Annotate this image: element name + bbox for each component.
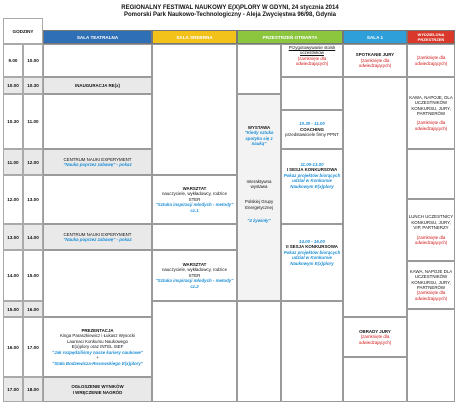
srebrna-empty	[152, 44, 237, 175]
przestrzen-sesja-2	[281, 224, 343, 301]
centrum-subtitle: "Nauka poprzez zabawę" - pokaz	[63, 162, 132, 167]
warsztat-line: STER	[188, 272, 201, 278]
przestrzen-empty	[281, 77, 343, 110]
time-start: 16.00	[3, 317, 23, 377]
teatralna-inauguracja	[43, 77, 152, 94]
header-wydzielona-przestrzen: WYDZIELONA PRZESTRZEŃ	[407, 30, 455, 44]
centrum-title: CENTRUM NAUKI EXPERYMENT	[63, 231, 132, 237]
przestrzen-stoiska	[281, 44, 343, 77]
time-start: 14.00	[3, 250, 23, 301]
time-start: 12.00	[3, 175, 23, 224]
closed-note: (zamknięte dla odwiedzających)	[414, 120, 448, 131]
warsztat-line: "Sztuka inspiracji młodych - metody" cz.1	[155, 202, 234, 213]
wydzielona-closed	[407, 44, 455, 77]
time-end: 17.00	[23, 317, 43, 377]
sala1-empty	[343, 357, 407, 402]
time-start: 13.00	[3, 224, 23, 250]
interaktywna-line: wystawa	[250, 184, 268, 190]
teatralna-empty	[43, 250, 152, 317]
srebrna-warsztat-1	[152, 175, 237, 224]
header-sala-srebrna: SALA SREBRNA	[152, 30, 237, 44]
time-start: 9.00	[3, 44, 23, 77]
warsztat-line: STER	[188, 196, 201, 202]
prezentacja-line: Kinga Paraszkiewicz i Łukasz Wysocki	[59, 333, 136, 339]
warsztat-title: WARSZTAT	[182, 261, 207, 267]
teatralna-centrum-1	[43, 149, 152, 175]
sesja-time: 14.00 - 16.00	[299, 239, 325, 244]
festival-title: REGIONALNY FESTIWAL NAUKOWY E(X)PLORY W GDYNI, 24 stycznia 2014	[121, 5, 339, 11]
closed-note: (zamknięte dla odwiedzających)	[358, 57, 392, 69]
przestrzen-coaching	[281, 110, 343, 149]
centrum-title: CENTRUM NAUKI EXPERYMENT	[63, 156, 132, 162]
time-end: 10.30	[23, 77, 43, 94]
warsztat-line: nauczyciele, wykładowcy, rodzice	[161, 267, 228, 273]
time-end: 14.00	[23, 224, 43, 250]
teatralna-empty	[43, 175, 152, 224]
teatralna-centrum-2	[43, 224, 152, 250]
closed-note: (zamknięte dla odwiedzających)	[414, 290, 448, 301]
sesja-subtitle: Pokaz projektów biorących udział w Konkursie Naukowym E(x)plory	[283, 249, 341, 266]
prezentacja-title: PREZENTACJA	[81, 328, 114, 334]
ogloszenie-line: I WRĘCZENIE NAGRÓD	[72, 389, 123, 395]
wydzielona-kawa-1	[407, 77, 455, 149]
teatralna-empty	[43, 44, 152, 77]
prezentacja-line: "Jak rozpędziliśmy nasze kariery naukowe"	[52, 349, 143, 355]
time-start: 15.00	[3, 301, 23, 317]
time-end: 13.00	[23, 175, 43, 224]
spotkanie-label: SPOTKANIE JURY	[355, 52, 395, 58]
srebrna-empty	[152, 301, 237, 402]
closed-note: (zamknięte dla odwiedzających)	[414, 234, 448, 246]
wydzielona-kawa-2	[407, 261, 455, 309]
sesja-title: II SESJA KONKURSOWA	[286, 244, 338, 250]
interaktywna-line: Interaktywna	[246, 178, 272, 184]
time-end: 10.00	[23, 44, 43, 77]
przestrzen-wystawa	[237, 94, 281, 301]
header-przestrzen-otwarta: PRZESTRZEŃ OTWARTA	[237, 30, 343, 44]
prezentacja-line: "Stała Bodzewicza-Rosowskiego E(x)plory"	[52, 360, 143, 366]
closed-note: (zamknięte dla odwiedzających)	[295, 55, 329, 67]
header-sala-1: SALA 1	[343, 30, 407, 44]
prezentacja-line: Laureaci Konkursu Naukowego	[66, 338, 129, 344]
wystawa-title: WYSTAWA	[247, 125, 271, 130]
teatralna-ogloszenie	[43, 377, 152, 402]
wydzielona-empty	[407, 309, 455, 402]
sesja-time: 11.00-13.00	[300, 162, 324, 167]
wydzielona-lunch	[407, 199, 455, 261]
teatralna-prezentacja	[43, 317, 152, 377]
centrum-subtitle: "Nauka poprzez zabawę" - pokaz	[63, 237, 132, 242]
coaching-title: COACHING	[300, 126, 324, 132]
time-end: 15.00	[23, 250, 43, 301]
time-start: 17.00	[3, 377, 23, 402]
srebrna-warsztat-2	[152, 250, 237, 301]
przestrzen-empty	[237, 301, 281, 402]
prezentacja-line: +	[96, 355, 99, 361]
warsztat-line: "Sztuka inspiracji młodych - metody" cz.2	[155, 278, 234, 289]
zywioly-label: "4 żywioły"	[247, 218, 271, 224]
sala1-empty	[343, 77, 407, 317]
warsztat-line: nauczyciele, wykładowcy, rodzice	[161, 191, 228, 197]
przestrzen-empty	[237, 44, 281, 94]
inauguracja-label: INAUGURACJA RE(x)	[75, 82, 120, 88]
ogloszenie-line: OGŁOSZENIE WYNIKÓW	[71, 384, 124, 390]
closed-note: (zamknięte dla odwiedzających)	[358, 334, 392, 345]
obrady-label: OBRADY JURY	[359, 328, 391, 334]
przestrzen-sesja-1	[281, 149, 343, 224]
sala1-spotkanie	[343, 44, 407, 77]
time-end: 11.00	[23, 94, 43, 149]
stoiska-label: Przygotowywanie stoisk uczestników	[288, 45, 336, 56]
festival-venue: Pomorski Park Naukowo-Technologiczny - Aleja Zwycięstwa 96/98, Gdynia	[123, 12, 337, 18]
lunch-label: LUNCH UCZESTNICY KONKURSU, JURY, VIP, PARTNERZY	[408, 214, 454, 231]
srebrna-empty	[152, 224, 237, 250]
wystawa-subtitle: "Kiedy sztuka spotyka się z nauką"	[244, 130, 274, 147]
time-end: 16.00	[23, 301, 43, 317]
teatralna-empty	[43, 94, 152, 149]
time-start: 10.30	[3, 94, 23, 149]
coaching-subtitle: przedstawiciele firmy PPNT	[285, 132, 339, 138]
time-end: 12.00	[23, 149, 43, 175]
warsztat-title: WARSZTAT	[182, 185, 207, 191]
kawa-label: KAWA, NAPOJE DLA UCZESTNIKÓW KONKURSU, JURY, PARTNERÓW	[409, 268, 453, 290]
prezentacja-line: E(x)plory oraz INTEL ISEF	[71, 344, 124, 350]
closed-note: (zamknięte dla odwiedzających)	[414, 55, 448, 66]
wydzielona-empty	[407, 149, 455, 199]
pge-label: Polskiej Grupy Energetycznej	[244, 199, 274, 210]
header-sala-teatralna: SALA TEATRALNA	[43, 30, 152, 44]
kawa-label: KAWA, NAPOJE, DLA UCZESTNIKÓW KONKURSU, JURY, PARTNERÓW	[409, 94, 453, 116]
przestrzen-empty	[281, 301, 343, 402]
time-start: 11.00	[3, 149, 23, 175]
hours-header: GODZINY	[3, 18, 43, 44]
time-end: 18.00	[23, 377, 43, 402]
sesja-title: I SESJA KONKURSOWA	[286, 167, 338, 173]
sala1-obrady	[343, 317, 407, 357]
coaching-time: 10.30 - 11.00	[299, 121, 325, 127]
sesja-subtitle: Pokaz projektów biorących udział w Konkursie Naukowym E(x)plory	[283, 172, 341, 189]
time-start: 10.00	[3, 77, 23, 94]
